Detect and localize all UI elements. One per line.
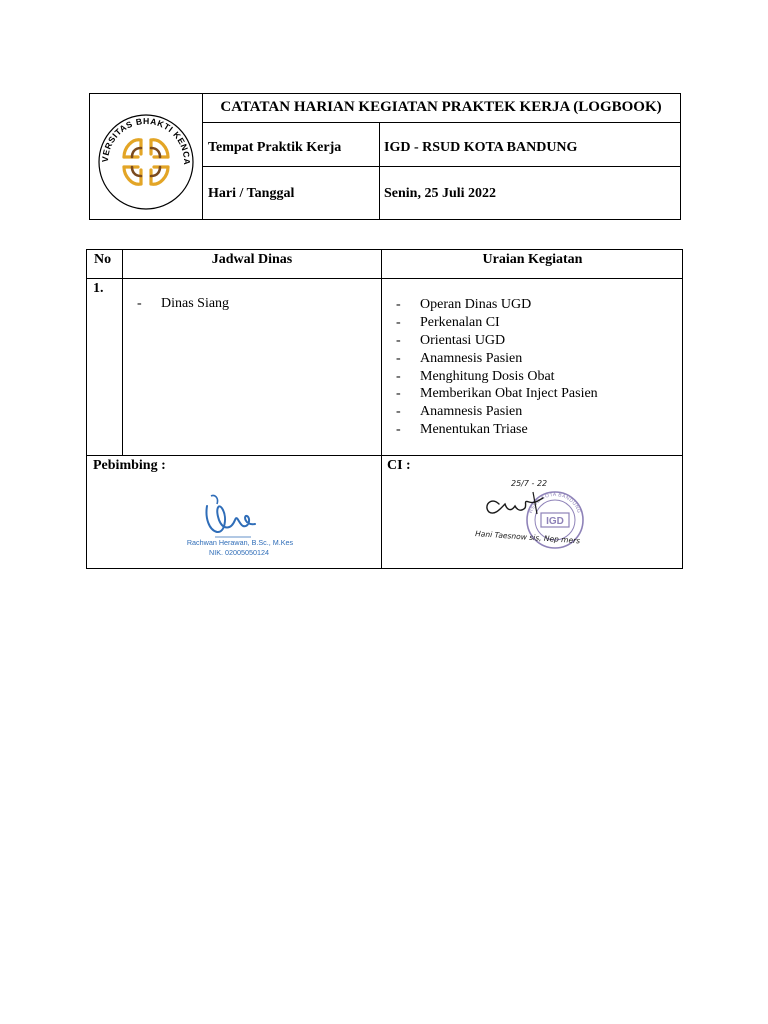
university-logo xyxy=(90,94,202,219)
logbook-title: CATATAN HARIAN KEGIATAN PRAKTEK KERJA (LOGBOOK) xyxy=(202,94,680,123)
signature-row-divider xyxy=(87,455,682,456)
university-logo-cell xyxy=(90,94,203,219)
row-number: 1. xyxy=(93,281,104,296)
schedule-item xyxy=(137,296,229,312)
col-divider-no xyxy=(122,250,123,455)
activity-item: - Anamnesis Pasien xyxy=(396,350,523,366)
schedule-text: Dinas Siang xyxy=(161,296,230,311)
date-label: Hari / Tanggal xyxy=(202,167,380,219)
activity-item: - Menentukan Triase xyxy=(396,422,528,438)
supervisor-label: Pebimbing : xyxy=(93,458,166,473)
ci-handwriting: Hani Taesnow sis, Nep mers xyxy=(474,529,581,546)
supervisor-name: Rachwan Herawan, B.Sc., M.Kes xyxy=(186,538,294,547)
date-value: Senin, 25 Juli 2022 xyxy=(384,186,497,201)
activity-item: - Orientasi UGD xyxy=(396,332,506,348)
activity-item: - Operan Dinas UGD xyxy=(396,297,532,312)
col-header-no: No xyxy=(94,252,112,267)
supervisor-nik: NIK. 02005050124 xyxy=(209,548,269,557)
activity-list xyxy=(396,296,598,439)
ci-date-note: 25/7 - 22 xyxy=(511,479,548,488)
ci-label: CI : xyxy=(387,458,411,473)
supervisor-signature xyxy=(175,478,305,558)
ci-signature xyxy=(455,470,615,558)
logo-emblem xyxy=(124,140,168,185)
logbook-header xyxy=(89,93,681,220)
col-divider-schedule xyxy=(381,250,382,568)
col-header-activities: Uraian Kegiatan xyxy=(482,252,583,267)
place-value: IGD - RSUD KOTA BANDUNG xyxy=(384,140,578,155)
ci-stamp-ring: RSUD KOTA BANDUNG xyxy=(528,491,582,515)
header-row-divider xyxy=(87,278,682,279)
activity-item: - Perkenalan CI xyxy=(396,314,500,330)
activity-table xyxy=(86,249,683,569)
col-header-schedule: Jadwal Dinas xyxy=(211,252,293,267)
ci-stamp-text: IGD xyxy=(546,516,564,527)
svg-text:UNIVERSITAS BHAKTI KENCANA: VERSITAS BHAKTI KENCA xyxy=(99,115,193,166)
place-row xyxy=(202,122,680,167)
activity-item: - Menghitung Dosis Obat xyxy=(396,368,555,384)
date-row xyxy=(202,167,680,219)
activity-item: - Anamnesis Pasien xyxy=(396,404,523,420)
bullet-dash: - xyxy=(137,296,142,311)
activity-item: - Memberikan Obat Inject Pasien xyxy=(396,386,598,402)
place-label: Tempat Praktik Kerja xyxy=(202,122,380,166)
